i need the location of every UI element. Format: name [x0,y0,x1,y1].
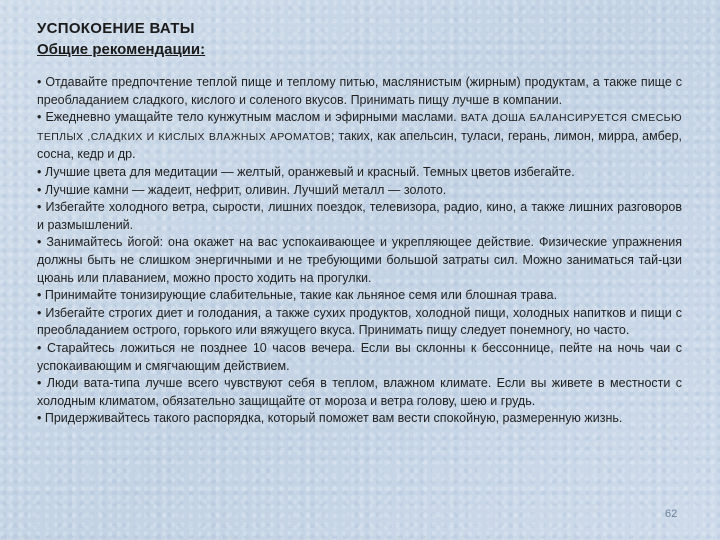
recommendation-item: • Избегайте холодного ветра, сырости, лишних поездок, телевизора, радио, кино, а также лишних разговоров и размышлений. [37,200,682,232]
recommendations-list [37,74,682,428]
recommendation-item: • Избегайте строгих диет и голодания, а также сухих продуктов, холодной пищи, холодных напитков и пищи с преобладанием острого, горького или вяжущего вкуса. Принимать пищу следует понемногу, но часто. [37,305,682,338]
recommendation-item: • Отдавайте предпочтение теплой пище и теплому питью, маслянистым (жирным) продуктам, а также пище с преобладанием сладкого, кислого и соленого вкусов. Принимать пищу лучше в компании. [37,75,682,107]
recommendation-text: ; таких, как апельсин, туласи, герань, лимон, мирра, амбер, сосна, кедр и др. [37,128,682,162]
recommendation-item: • Придерживайтесь такого распорядка, который поможет вам вести спокойную, размеренную жизнь. [37,411,623,426]
recommendation-item: • Принимайте тонизирующие слабительные, такие как льняное семя или блошная трава. [37,288,558,303]
recommendation-text: • Ежедневно умащайте тело кунжутным маслом и эфирными маслами. [37,110,457,125]
recommendation-item: • Лучшие цвета для медитации — желтый, оранжевый и красный. Темных цветов избегайте. [37,164,575,179]
recommendation-item: • Люди вата-типа лучше всего чувствуют себя в теплом, влажном климате. Если вы живете в местности с холодным климатом, обязательно защищайте от мороза и ветра голову, шею и грудь. [37,376,682,408]
slide-title: УСПОКОЕНИЕ ВАТЫ [37,20,195,37]
recommendation-item: • Старайтесь ложиться не позднее 10 часов вечера. Если вы склонны к бессоннице, пейте на ночь чаи с успокаивающим и смягчающим действием. [37,340,682,373]
recommendation-small-caps-text: ВАТА ДОША БАЛАНСИРУЕТСЯ СМЕСЬЮ ТЕПЛЫХ ,СЛАДКИХ И КИСЛЫХ ВЛАЖНЫХ АРОМАТОВ [37,112,682,143]
recommendation-item: • Занимайтесь йогой: она окажет на вас успокаивающее и укрепляющее действие. Физические упражнения должны быть не слишком энергичными и не требующими большой затраты сил. Можно заниматься тай-цзи цюань или плаванием, можно просто ходить на прогулки. [37,235,682,285]
recommendation-item: • Лучшие камни — жадеит, нефрит, оливин. Лучший металл — золото. [37,182,447,197]
page-number: 62 [665,508,678,520]
slide-subtitle: Общие рекомендации: [37,41,206,58]
recommendation-item [37,109,682,164]
